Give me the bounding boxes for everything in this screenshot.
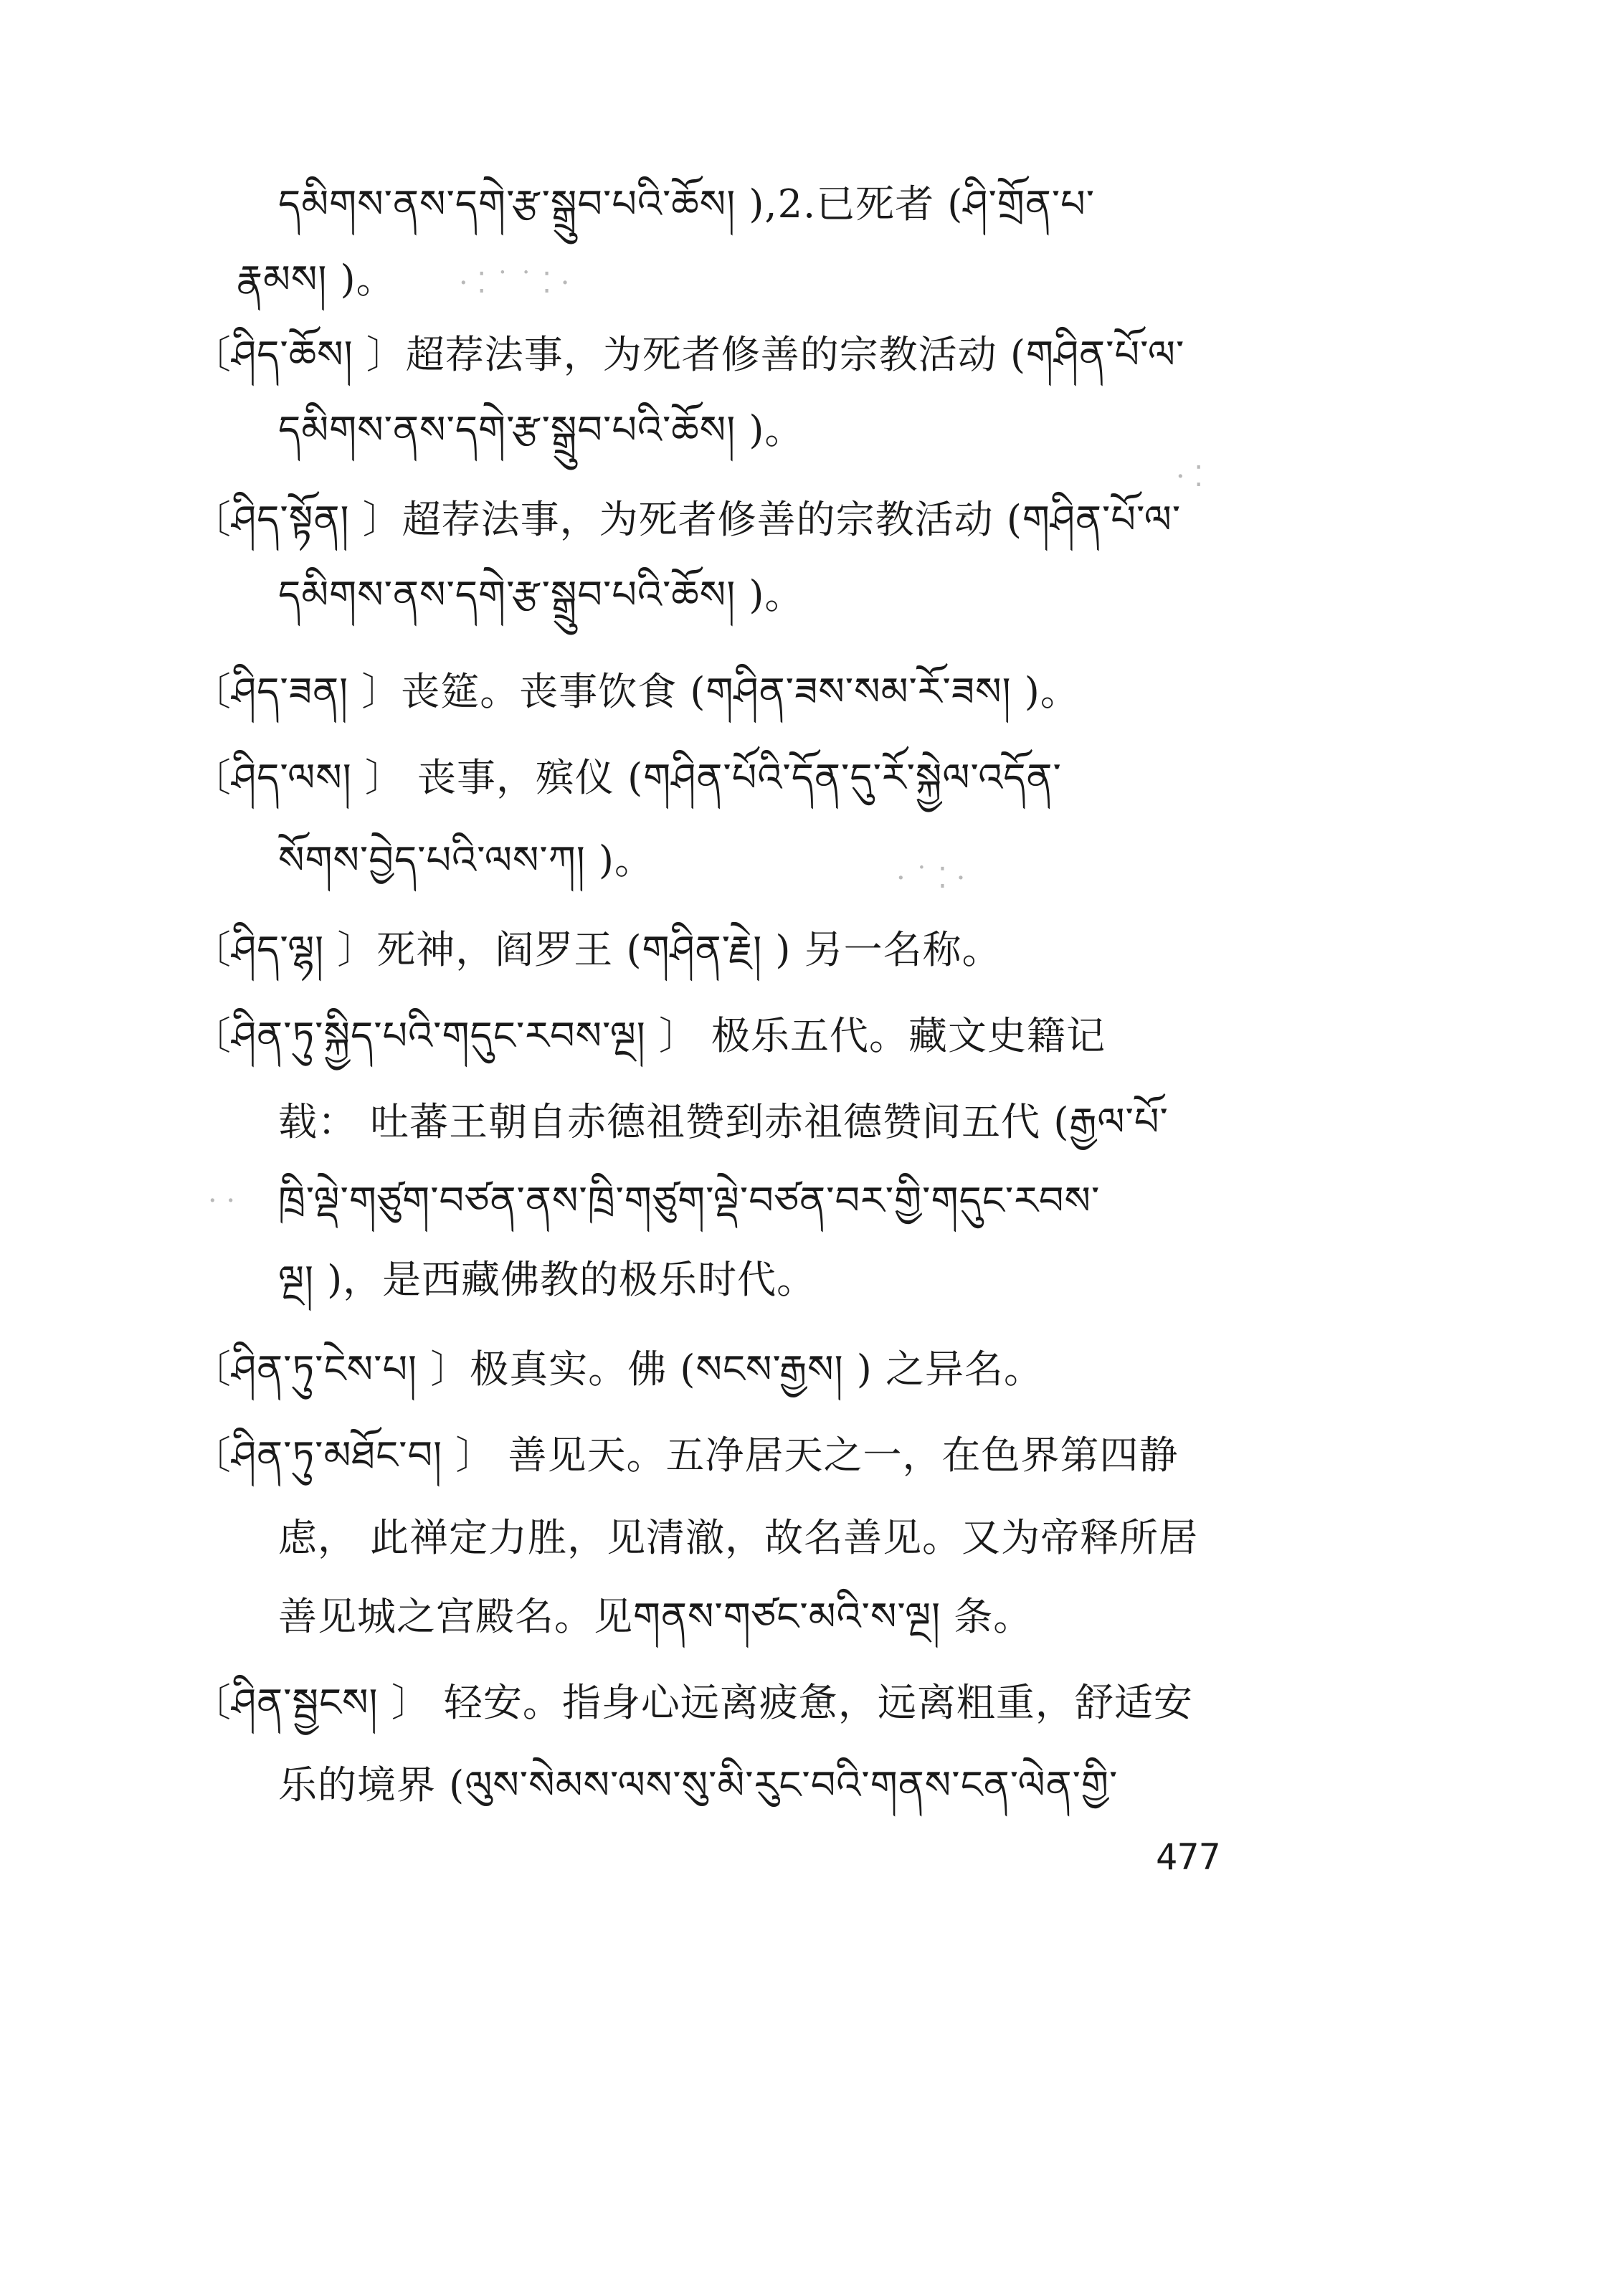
text-line-6: དམིགས་ནས་དགེ་རྩ་སྒྲུབ་པའི་ཆོས། )。 bbox=[278, 572, 804, 617]
text-line-18: 善见城之宫殿名。见གནས་གཙང་མའི་ས་ལྔ། 条。 bbox=[278, 1594, 1033, 1639]
text-line-12: 载： 吐蕃王朝自赤德祖赞到赤祖德赞间五代 (རྒྱལ་པོ་ bbox=[278, 1099, 1169, 1144]
entry-heading-shid-lha: 〔ཤིད་ལྷ། 〕死神，阎罗王 (གཤིན་རྗེ། ) 另一名称。 bbox=[192, 927, 1002, 972]
text-line-1: དམིགས་ནས་དགེ་རྩ་སྒྲུབ་པའི་ཆོས། ),2.已死者 (ཤི་གྲོན་པ་ bbox=[278, 181, 1096, 227]
entry-heading-shin-tu-nges: 〔ཤིན་ཏུ་ངེས་པ། 〕极真实。佛 (སངས་རྒྱས། ) 之异名。 bbox=[192, 1347, 1043, 1392]
text-line-13: ཁྲི་ལྡེ་གཙུག་བཙན་ནས་ཁྲི་གཙུག་ལྡེ་བཙན་བར་གྱི་གདུང་རབས་ bbox=[278, 1178, 1101, 1223]
text-line-20: 乐的境界 (ལུས་སེམས་ལས་སུ་མི་རུང་བའི་གནས་ངན་ལེན་གྱི་ bbox=[278, 1762, 1119, 1808]
text-line-2: རྣམས། )。 bbox=[237, 257, 396, 302]
entry-heading-shin-tu-mthong: 〔ཤིན་ཏུ་མཐོང་བ། 〕 善见天。五净居天之一，在色界第四静 bbox=[192, 1433, 1179, 1478]
entry-heading-shin-sbyangs: 〔ཤིན་སྦྱངས། 〕 轻安。指身心远离疲惫，远离粗重，舒适安 bbox=[192, 1680, 1193, 1725]
page-number: 477 bbox=[1156, 1836, 1221, 1878]
entry-heading-shid-ston: 〔ཤིད་སྟོན། 〕超荐法事，为死者修善的宗教活动 (གཤིན་པོ་ལ་ bbox=[192, 497, 1182, 542]
entry-heading-shid-las: 〔ཤིད་ལས། 〕 丧事，殡仪 (གཤིན་པོའི་དོན་དུ་རོ་སྐྱེལ་འདོན་ bbox=[192, 755, 1062, 800]
entry-heading-shid-chos: 〔ཤིད་ཆོས། 〕超荐法事，为死者修善的宗教活动 (གཤིན་པོ་ལ་ bbox=[192, 332, 1185, 377]
text-line-17: 虑， 此禅定力胜，见清澈，故名善见。又为帝释所居 bbox=[278, 1515, 1199, 1560]
entry-heading-shin-tu-skyid: 〔ཤིན་ཏུ་སྐྱིད་པའི་གདུང་རབས་ལྔ། 〕 极乐五代。藏文史籍记 bbox=[192, 1013, 1106, 1058]
text-line-14: ལྔ། )，是西藏佛教的极乐时代。 bbox=[278, 1257, 817, 1302]
scan-artifact: · ⁚ ˙ ˙ ⁚ · bbox=[459, 267, 570, 300]
scan-artifact: · ˙ ⁚ · bbox=[896, 862, 966, 895]
text-line-9: སོགས་བྱེད་པའི་ལས་ཀ། )。 bbox=[278, 837, 654, 883]
entry-heading-shid-zan: 〔ཤིད་ཟན། 〕丧筵。丧事饮食 (གཤིན་ཟས་སམ་རོ་ཟས། )。 bbox=[192, 669, 1080, 714]
text-line-4: དམིགས་ནས་དགེ་རྩ་སྒྲུབ་པའི་ཆོས། )。 bbox=[278, 407, 804, 452]
scan-artifact: · · bbox=[208, 1185, 236, 1217]
scan-artifact: · ⁚ bbox=[1176, 460, 1204, 493]
